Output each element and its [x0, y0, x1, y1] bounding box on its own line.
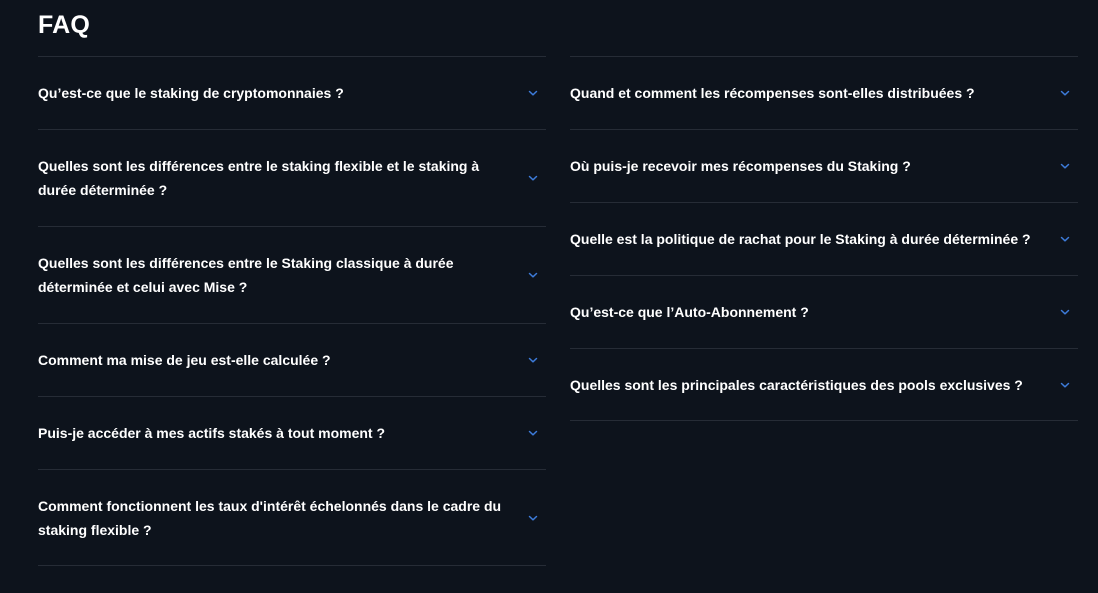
faq-item[interactable]: [38, 226, 546, 323]
chevron-down-icon[interactable]: [1060, 381, 1070, 389]
faq-question: Où puis-je recevoir mes récompenses du Staking ?: [570, 158, 911, 174]
faq-item[interactable]: [570, 129, 1078, 202]
chevron-down-icon[interactable]: [528, 271, 538, 279]
faq-item[interactable]: [570, 275, 1078, 348]
chevron-down-icon[interactable]: [1060, 162, 1070, 170]
faq-item[interactable]: [38, 129, 546, 226]
faq-question: Quelles sont les principales caractéristiques des pools exclusives ?: [570, 376, 1023, 393]
chevron-down-icon[interactable]: [1060, 235, 1070, 243]
faq-item[interactable]: [38, 396, 546, 469]
chevron-down-icon[interactable]: [528, 356, 538, 364]
chevron-down-icon[interactable]: [1060, 308, 1070, 316]
faq-column-left: [38, 56, 546, 566]
faq-item[interactable]: [38, 323, 546, 396]
chevron-down-icon[interactable]: [1060, 89, 1070, 97]
faq-question: Puis-je accéder à mes actifs stakés à tout moment ?: [38, 425, 386, 441]
chevron-down-icon[interactable]: [528, 514, 538, 522]
faq-item[interactable]: [38, 469, 546, 566]
faq-question: Quelles sont les différences entre le Staking classique à durée déterminée et celui avec Mise ?: [38, 255, 454, 295]
faq-item[interactable]: [570, 348, 1078, 421]
chevron-down-icon[interactable]: [528, 429, 538, 437]
faq-item[interactable]: [38, 56, 546, 129]
faq-question: Quelle est la politique de rachat pour le Staking à durée déterminée ?: [570, 231, 1031, 247]
faq-item[interactable]: [570, 202, 1078, 275]
faq-item[interactable]: [570, 56, 1078, 129]
faq-question: Quand et comment les récompenses sont-elles distribuées ?: [570, 85, 975, 101]
faq-question: Qu’est-ce que le staking de cryptomonnaies ?: [38, 85, 344, 101]
faq-question: Quelles sont les différences entre le staking flexible et le staking à durée déterminée ?: [38, 158, 480, 198]
faq-title: FAQ: [38, 11, 90, 39]
faq-question: Comment ma mise de jeu est-elle calculée ?: [38, 352, 331, 368]
faq-question: Comment fonctionnent les taux d'intérêt échelonnés dans le cadre du staking flexible ?: [38, 497, 502, 538]
chevron-down-icon[interactable]: [528, 89, 538, 97]
faq-column-right: [570, 56, 1078, 421]
faq-question: Qu’est-ce que l’Auto-Abonnement ?: [570, 304, 809, 320]
chevron-down-icon[interactable]: [528, 174, 538, 182]
